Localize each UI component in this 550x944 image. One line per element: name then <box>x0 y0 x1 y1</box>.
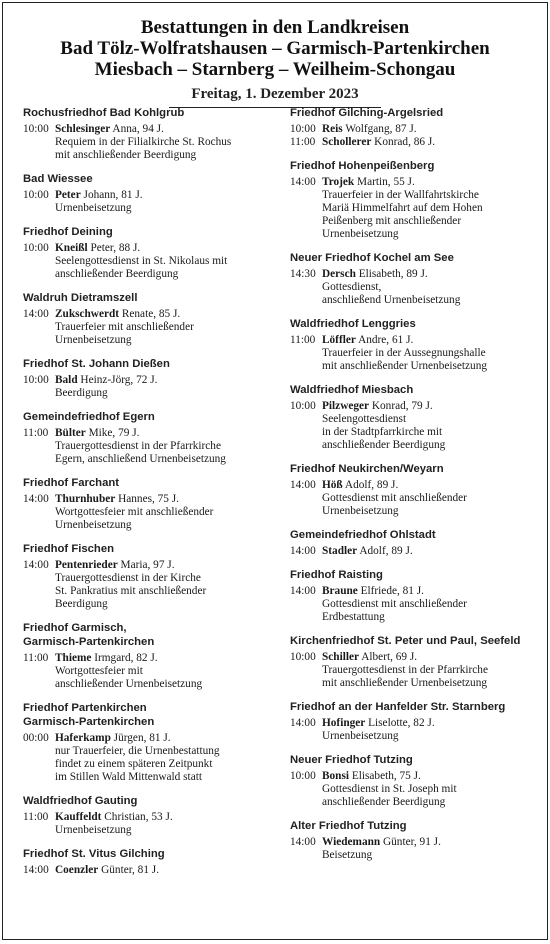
entry-headline <box>23 493 266 506</box>
cemetery-name: Waldfriedhof Lenggries <box>290 318 416 330</box>
service-time: 14:00 <box>23 493 49 505</box>
service-detail: Urnenbeisetzung <box>55 519 132 531</box>
deceased-surname: Reis <box>322 123 343 135</box>
service-detail: Trauergottesdienst in der Pfarrkirche <box>322 664 488 676</box>
service-detail: Egern, anschließend Urnenbeisetzung <box>55 453 226 465</box>
service-detail: Trauerfeier mit anschließender <box>55 321 194 333</box>
cemetery-block <box>23 357 266 400</box>
cemetery-block <box>290 700 532 743</box>
burial-entry <box>290 585 532 624</box>
burial-entry <box>23 123 266 162</box>
service-detail: Beisetzung <box>322 849 373 861</box>
service-time: 14:00 <box>23 864 49 876</box>
cemetery-name: Neuer Friedhof Kochel am See <box>290 252 454 264</box>
deceased-given-name-age: Johann, 81 J. <box>80 189 143 201</box>
deceased-given-name-age: Christian, 53 J. <box>101 811 173 823</box>
service-detail: anschließender Beerdigung <box>55 268 179 280</box>
cemetery-name: Friedhof Neukirchen/Weyarn <box>290 463 444 475</box>
service-detail: Gottesdienst mit anschließender <box>322 492 467 504</box>
service-detail: Peißenberg mit anschließender <box>322 215 462 227</box>
burial-entry <box>290 770 532 809</box>
deceased-surname: Haferkamp <box>55 732 111 744</box>
service-detail: Urnenbeisetzung <box>55 202 132 214</box>
burial-entry <box>23 374 266 400</box>
service-time: 10:00 <box>23 242 49 254</box>
burial-entry <box>290 836 532 862</box>
deceased-surname: Wiedemann <box>322 836 381 848</box>
burial-entry <box>290 136 532 149</box>
service-detail: findet zu einem späteren Zeitpunkt <box>55 758 213 770</box>
cemetery-name: Friedhof Gilching-Argelsried <box>290 107 444 119</box>
deceased-surname: Schlesinger <box>55 123 111 135</box>
service-time: 14:30 <box>290 268 316 280</box>
service-detail: nur Trauerfeier, die Urnenbestattung <box>55 745 220 757</box>
cemetery-name: Rochusfriedhof Bad Kohlgrub <box>23 107 185 119</box>
entry-headline <box>290 545 532 558</box>
burial-entry <box>290 176 532 241</box>
entry-headline <box>290 585 532 598</box>
service-time: 14:00 <box>290 836 316 848</box>
service-time: 14:00 <box>290 479 316 491</box>
cemetery-block <box>290 462 532 518</box>
cemetery-block <box>23 701 266 784</box>
deceased-surname: Schiller <box>322 651 360 663</box>
entry-headline <box>290 268 532 281</box>
deceased-given-name-age: Renate, 85 J. <box>119 308 181 320</box>
deceased-given-name-age: Elisabeth, 75 J. <box>349 770 421 782</box>
cemetery-name: Friedhof Raisting <box>290 569 383 581</box>
cemetery-name: Friedhof Fischen <box>23 543 115 555</box>
service-time: 10:00 <box>290 770 316 782</box>
service-time: 14:00 <box>290 717 316 729</box>
service-detail: anschließend Urnenbeisetzung <box>322 294 461 306</box>
service-detail: Trauergottesdienst in der Pfarrkirche <box>55 440 221 452</box>
entry-headline <box>23 427 266 440</box>
cemetery-block <box>23 106 266 162</box>
burial-entry <box>23 732 266 784</box>
cemetery-name: Friedhof St. Johann Dießen <box>23 358 170 370</box>
burial-entry <box>290 334 532 373</box>
entry-headline <box>290 136 532 149</box>
deceased-surname: Braune <box>322 585 358 597</box>
service-detail: Beerdigung <box>55 598 108 610</box>
service-detail: Wortgottesfeier mit anschließender <box>55 506 214 518</box>
service-detail: Gottesdienst in St. Joseph mit <box>322 783 457 795</box>
service-detail: Urnenbeisetzung <box>322 505 399 517</box>
entry-headline <box>23 559 266 572</box>
service-time: 11:00 <box>23 811 49 823</box>
entry-headline <box>290 176 532 189</box>
cemetery-name: Neuer Friedhof Tutzing <box>290 754 413 766</box>
entry-headline <box>290 836 532 849</box>
service-detail: Trauerfeier in der Wallfahrtskirche <box>322 189 479 201</box>
deceased-given-name-age: Andre, 61 J. <box>355 334 414 346</box>
service-time: 10:00 <box>290 400 316 412</box>
service-detail: St. Pankratius mit anschließender <box>55 585 207 597</box>
service-detail: Seelengottesdienst <box>322 413 407 425</box>
deceased-given-name-age: Adolf, 89 J. <box>342 479 399 491</box>
left-column <box>23 106 266 935</box>
cemetery-name: Friedhof Hohenpeißenberg <box>290 160 435 172</box>
cemetery-block <box>290 528 532 558</box>
service-time: 10:00 <box>290 651 316 663</box>
burial-entry <box>23 242 266 281</box>
burial-entry <box>290 545 532 558</box>
service-detail: Erdbestattung <box>322 611 385 623</box>
deceased-given-name-age: Maria, 97 J. <box>117 559 175 571</box>
title-line: Bestattungen in den Landkreisen <box>140 17 410 38</box>
deceased-given-name-age: Elfriede, 81 J. <box>357 585 424 597</box>
cemetery-block <box>290 251 532 307</box>
cemetery-block <box>290 159 532 241</box>
deceased-surname: Bonsi <box>322 770 350 782</box>
cemetery-name-line: Friedhof Partenkirchen <box>23 702 147 714</box>
cemetery-block <box>290 819 532 862</box>
deceased-surname: Thurnhuber <box>55 493 116 505</box>
cemetery-name: Friedhof Farchant <box>23 477 120 489</box>
burial-entry <box>23 811 266 837</box>
service-detail: Urnenbeisetzung <box>55 824 132 836</box>
service-detail: in der Stadtpfarrkirche mit <box>322 426 443 438</box>
deceased-given-name-age: Günter, 91 J. <box>380 836 441 848</box>
service-detail: mit anschließender Beerdigung <box>55 149 197 161</box>
cemetery-name: Waldfriedhof Gauting <box>23 795 138 807</box>
entry-headline <box>23 864 266 877</box>
service-detail: Urnenbeisetzung <box>55 334 132 346</box>
service-time: 10:00 <box>23 189 49 201</box>
deceased-given-name-age: Martin, 55 J. <box>354 176 415 188</box>
burial-entry <box>23 427 266 466</box>
entry-headline <box>290 334 532 347</box>
entry-headline <box>290 717 532 730</box>
burial-entry <box>290 717 532 743</box>
service-time: 14:00 <box>23 308 49 320</box>
deceased-given-name-age: Hannes, 75 J. <box>115 493 179 505</box>
service-detail: Wortgottesfeier mit <box>55 665 143 677</box>
entry-headline <box>290 651 532 664</box>
burial-entry <box>23 189 266 215</box>
deceased-surname: Hofinger <box>322 717 366 729</box>
deceased-surname: Kauffeldt <box>55 811 102 823</box>
cemetery-block <box>290 106 532 149</box>
service-detail: Trauerfeier in der Aussegnungshalle <box>322 347 486 359</box>
entry-headline <box>23 732 266 745</box>
entry-headline <box>290 770 532 783</box>
deceased-surname: Zukschwerdt <box>55 308 120 320</box>
service-time: 14:00 <box>23 559 49 571</box>
deceased-given-name-age: Elisabeth, 89 J. <box>355 268 428 280</box>
deceased-given-name-age: Günter, 81 J. <box>98 864 160 876</box>
burial-entry <box>290 651 532 690</box>
deceased-given-name-age: Albert, 69 J. <box>359 651 418 663</box>
service-time: 11:00 <box>290 136 316 148</box>
cemetery-block <box>290 317 532 373</box>
entry-headline <box>23 374 266 387</box>
service-detail: anschließender Beerdigung <box>322 439 446 451</box>
cemetery-name: Alter Friedhof Tutzing <box>290 820 407 832</box>
deceased-given-name-age: Jürgen, 81 J. <box>110 732 171 744</box>
deceased-given-name-age: Heinz-Jörg, 72 J. <box>77 374 158 386</box>
service-detail: Requiem in der Filialkirche St. Rochus <box>55 136 232 148</box>
cemetery-name: Waldruh Dietramszell <box>23 292 138 304</box>
deceased-surname: Höß <box>322 479 343 491</box>
cemetery-name: Kirchenfriedhof St. Peter und Paul, Seefeld <box>290 635 521 647</box>
service-time: 11:00 <box>290 334 316 346</box>
deceased-given-name-age: Mike, 79 J. <box>85 427 140 439</box>
service-time: 00:00 <box>23 732 49 744</box>
service-detail: anschließender Urnenbeisetzung <box>55 678 203 690</box>
service-detail: Mariä Himmelfahrt auf dem Hohen <box>322 202 483 214</box>
cemetery-block <box>290 634 532 690</box>
deceased-given-name-age: Wolfgang, 87 J. <box>342 123 417 135</box>
deceased-given-name-age: Konrad, 86 J. <box>371 136 436 148</box>
deceased-given-name-age: Konrad, 79 J. <box>369 400 433 412</box>
cemetery-block <box>290 568 532 624</box>
service-time: 14:00 <box>290 545 316 557</box>
notice-date: Freitag, 1. Dezember 2023 <box>169 86 380 108</box>
entry-headline <box>290 123 532 136</box>
right-column <box>290 106 532 935</box>
service-detail: mit anschließender Urnenbeisetzung <box>322 677 488 689</box>
cemetery-name: Friedhof an der Hanfelder Str. Starnberg <box>290 701 506 713</box>
cemetery-name <box>23 621 266 649</box>
deceased-surname: Thieme <box>55 652 92 664</box>
deceased-surname: Dersch <box>322 268 356 280</box>
deceased-surname: Coenzler <box>55 864 99 876</box>
service-time: 11:00 <box>23 652 49 664</box>
deceased-given-name-age: Irmgard, 82 J. <box>91 652 158 664</box>
burial-entry <box>23 559 266 611</box>
burial-entry <box>23 493 266 532</box>
cemetery-name-line: Friedhof Garmisch, <box>23 622 127 634</box>
deceased-surname: Bald <box>55 374 78 386</box>
deceased-surname: Stadler <box>322 545 358 557</box>
entry-headline <box>23 242 266 255</box>
deceased-given-name-age: Peter, 88 J. <box>87 242 141 254</box>
service-time: 14:00 <box>290 176 316 188</box>
cemetery-name: Gemeindefriedhof Ohlstadt <box>290 529 436 541</box>
burial-listing <box>23 106 533 935</box>
deceased-given-name-age: Adolf, 89 J. <box>357 545 413 557</box>
burial-entry <box>290 123 532 136</box>
title-line: Bad Tölz-Wolfratshausen – Garmisch-Partenkirchen <box>60 38 490 59</box>
cemetery-block <box>23 476 266 532</box>
title-line: Miesbach – Starnberg – Weilheim-Schongau <box>94 59 456 80</box>
deceased-surname: Pilzweger <box>322 400 370 412</box>
service-time: 11:00 <box>23 427 49 439</box>
burial-entry <box>290 268 532 307</box>
service-detail: Gottesdienst, <box>322 281 382 293</box>
cemetery-block <box>290 383 532 452</box>
deceased-surname: Peter <box>55 189 81 201</box>
entry-headline <box>290 400 532 413</box>
cemetery-block <box>290 753 532 809</box>
service-detail: Gottesdienst mit anschließender <box>322 598 467 610</box>
deceased-surname: Schollerer <box>322 136 372 148</box>
cemetery-name: Friedhof Deining <box>23 226 113 238</box>
notice-header <box>3 3 547 108</box>
service-time: 14:00 <box>290 585 316 597</box>
cemetery-name: Bad Wiessee <box>23 173 93 185</box>
service-time: 10:00 <box>23 374 49 386</box>
entry-headline <box>23 652 266 665</box>
deceased-surname: Löffler <box>322 334 356 346</box>
obituary-notice-page <box>2 2 548 940</box>
cemetery-block <box>23 847 266 877</box>
service-detail: Urnenbeisetzung <box>322 228 399 240</box>
cemetery-block <box>23 542 266 611</box>
service-detail: Urnenbeisetzung <box>322 730 399 742</box>
service-time: 10:00 <box>23 123 49 135</box>
cemetery-block <box>23 172 266 215</box>
cemetery-block <box>23 794 266 837</box>
service-detail: Trauergottesdienst in der Kirche <box>55 572 201 584</box>
service-time: 10:00 <box>290 123 316 135</box>
service-detail: Seelengottesdienst in St. Nikolaus mit <box>55 255 228 267</box>
deceased-surname: Bülter <box>55 427 86 439</box>
deceased-given-name-age: Liselotte, 82 J. <box>365 717 435 729</box>
cemetery-block <box>23 225 266 281</box>
entry-headline <box>23 189 266 202</box>
entry-headline <box>23 811 266 824</box>
burial-entry <box>290 479 532 518</box>
service-detail: Beerdigung <box>55 387 108 399</box>
burial-entry <box>23 652 266 691</box>
cemetery-name-line: Garmisch-Partenkirchen <box>23 636 155 648</box>
service-detail: anschließender Beerdigung <box>322 796 446 808</box>
deceased-surname: Kneißl <box>55 242 88 254</box>
cemetery-block <box>23 621 266 691</box>
deceased-given-name-age: Anna, 94 J. <box>110 123 164 135</box>
cemetery-block <box>23 291 266 347</box>
cemetery-name <box>23 701 266 729</box>
cemetery-name-line: Garmisch-Partenkirchen <box>23 716 155 728</box>
entry-headline <box>23 123 266 136</box>
cemetery-name: Friedhof St. Vitus Gilching <box>23 848 165 860</box>
service-detail: mit anschließender Urnenbeisetzung <box>322 360 488 372</box>
burial-entry <box>23 308 266 347</box>
deceased-surname: Trojek <box>322 176 355 188</box>
cemetery-name: Gemeindefriedhof Egern <box>23 411 155 423</box>
service-detail: im Stillen Wald Mittenwald statt <box>55 771 202 783</box>
entry-headline <box>23 308 266 321</box>
cemetery-block <box>23 410 266 466</box>
cemetery-name: Waldfriedhof Miesbach <box>290 384 414 396</box>
burial-entry <box>23 864 266 877</box>
deceased-surname: Pentenrieder <box>55 559 118 571</box>
burial-entry <box>290 400 532 452</box>
entry-headline <box>290 479 532 492</box>
